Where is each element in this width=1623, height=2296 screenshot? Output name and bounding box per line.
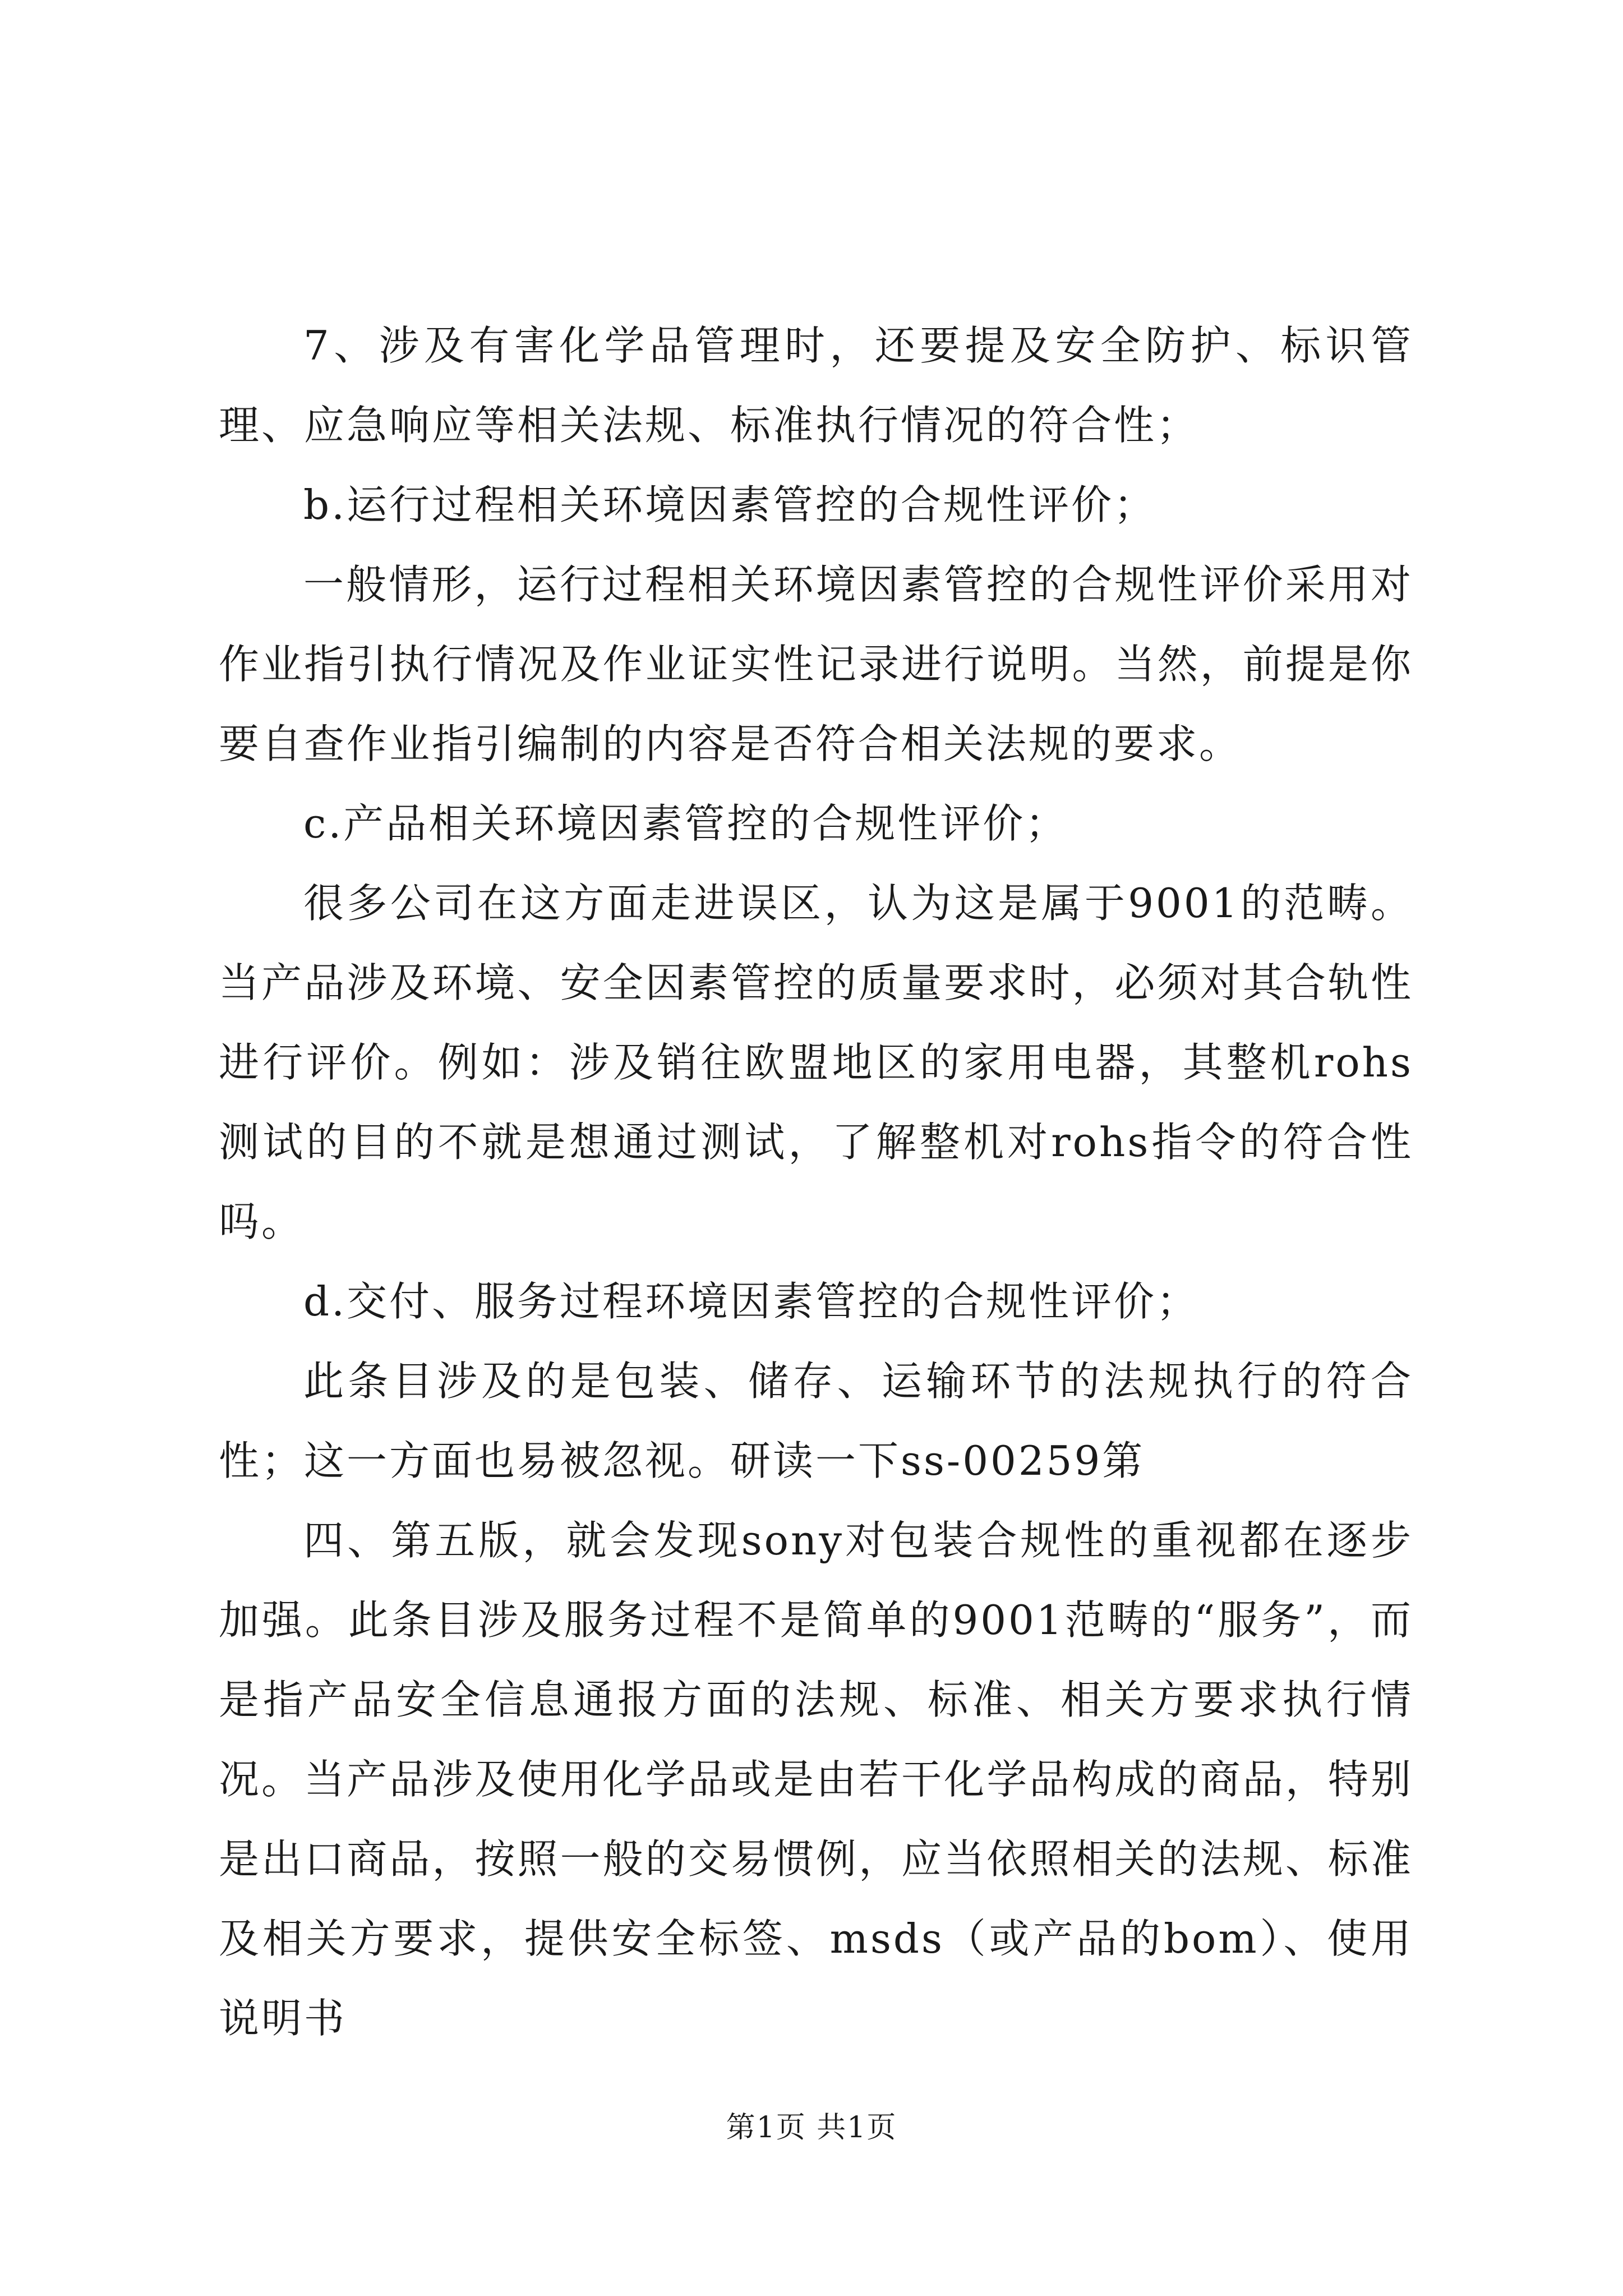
paragraph-packaging-storage-transport: 此条目涉及的是包装、储存、运输环节的法规执行的符合性；这一方面也易被忽视。研读一下ss-00259第 [219,1358,1413,1484]
document-body [219,306,1413,2058]
page-footer: 第1页 共1页 [726,2111,897,2145]
paragraph-product-misunderstanding: 很多公司在这方面走进误区，认为这是属于9001的范畴。当产品涉及环境、安全因素管控的质量要求时，必须对其合轨性进行评价。例如：涉及销往欧盟地区的家用电器，其整机rohs测试的目的不就是想通过测试，了解整机对rohs指令的符合性吗。 [219,880,1413,1245]
paragraph-general-situation: 一般情形，运行过程相关环境因素管控的合规性评价采用对作业指引执行情况及作业证实性记录进行说明。当然，前提是你要自查作业指引编制的内容是否符合相关法规的要求。 [219,561,1413,767]
paragraph-sony-packaging-compliance: 四、第五版，就会发现sony对包装合规性的重视都在逐步加强。此条目涉及服务过程不是简单的9001范畴的“服务”，而是指产品安全信息通报方面的法规、标准、相关方要求执行情况。当产品涉及使用化学品或是由若干化学品构成的商品，特别是出口商品，按照一般的交易惯例，应当依照相关的法规、标准及相关方要求，提供安全标签、msds（或产品的bom）、使用说明书 [219,1517,1413,2042]
heading-delivery-service-evaluation: d.交付、服务过程环境因素管控的合规性评价； [303,1278,1199,1325]
heading-operation-process-evaluation: b.运行过程相关环境因素管控的合规性评价； [303,481,1156,528]
heading-product-evaluation: c.产品相关环境因素管控的合规性评价； [303,800,1068,847]
paragraph-hazardous-chemicals: 7、涉及有害化学品管理时，还要提及安全防护、标识管理、应急响应等相关法规、标准执行情况的符合性； [219,322,1413,449]
